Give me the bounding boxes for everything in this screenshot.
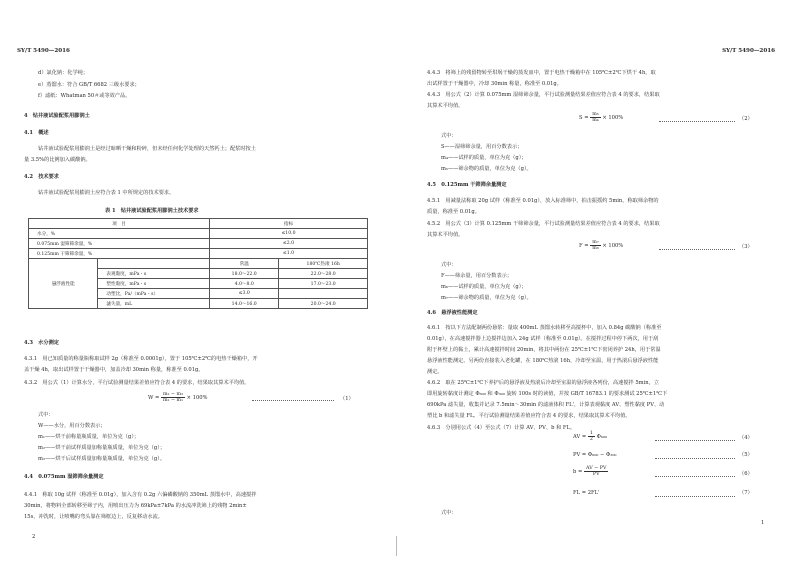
- formula-number: （3）: [739, 244, 753, 250]
- definition: m₁——烘干前称量瓶质量，单位为克（g）；: [38, 434, 140, 440]
- table-cell: ≤3.0: [210, 289, 279, 299]
- section-title: 4.1 概述: [24, 130, 49, 136]
- fraction-numerator: 1: [589, 431, 593, 436]
- page-fold-divider: [396, 536, 397, 556]
- leader-dots: [655, 458, 735, 459]
- formula-number: （2）: [739, 116, 753, 122]
- formula-2: [579, 112, 623, 123]
- fraction-numerator: m₇: [592, 240, 599, 245]
- table-cell: 22.0～28.0: [279, 269, 368, 279]
- section-title: 4 钻井液试验配浆用膨润土: [24, 113, 90, 119]
- formula-number: （7）: [739, 490, 753, 496]
- paragraph: 悬浮液性能测定。另两份直接装入老化罐，在 180℃热滚 16h，冷却至室温，用于热滚后悬浮液性能: [427, 358, 659, 364]
- definition: m₆——试样的质量，单位为克（g）；: [441, 284, 527, 290]
- right-page: [397, 0, 793, 561]
- where-label: 式中：: [441, 262, 457, 268]
- table-cell: 4.0～8.0: [210, 279, 279, 289]
- table-cell: 20.0～24.0: [279, 299, 368, 309]
- paragraph: 塑比 b 和滤失量 FL。平行试验测量结果差值应符合表 4 的要求，结果取其算术平均值。: [427, 413, 631, 419]
- table-cell: 17.0～23.0: [279, 279, 368, 289]
- table-cell: ≤10.0: [210, 229, 368, 239]
- paragraph: 4.6.1 按以下方法配制两份悬浆：量取 400mL 蒸馏水转移至高搅杯中，加入 0.84g 碳酸钠（称准至: [427, 325, 662, 331]
- table-cell: 0.075mm 湿筛筛余量，%: [29, 239, 210, 249]
- fraction-numerator: m₅: [592, 112, 599, 117]
- formula-lhs: F =: [579, 243, 589, 250]
- formula-4: [573, 431, 607, 442]
- paragraph: 4.4.3 用公式（2）计算 0.075mm 湿筛筛余量，平行试验测量结果差值应符合表 4 的要求，结果取: [427, 92, 660, 98]
- formula-number: （4）: [739, 435, 753, 441]
- paragraph: 4.6.3 分别用公式（4）至公式（7）计算 AV、PV、b 和 FL。: [427, 425, 576, 431]
- formula-fraction: [590, 240, 600, 251]
- formula-lhs: W =: [148, 395, 160, 402]
- table-cell: 表观黏度，mPa・s: [98, 269, 210, 279]
- formula-lhs: S =: [579, 115, 589, 122]
- formula-number: （1）: [340, 396, 354, 402]
- where-label: 式中：: [441, 133, 457, 139]
- definition: m₇——筛余物的质量，单位为克（g）。: [441, 295, 532, 301]
- formula-tail: × 100%: [186, 395, 208, 402]
- formula-tail: × 100%: [602, 115, 624, 122]
- formula-number: （5）: [739, 452, 753, 458]
- list-item: f）滤纸：Whatman 50＃或等效产品。: [38, 93, 131, 99]
- definition: S——湿筛筛余量，用百分数表示；: [441, 144, 523, 150]
- fraction-denominator: m₆: [592, 246, 599, 252]
- table-cell: ≤1.0: [210, 249, 368, 259]
- paragraph: 量 3.5%的比例加入碳酸钠。: [24, 157, 91, 163]
- paragraph: 盖干燥 4h，取出试样置于干燥器中，加盖冷却 30min 称量，称准至 0.01g。: [24, 367, 204, 373]
- formula-tail: × 100%: [602, 243, 624, 250]
- section-title: 4.2 技术要求: [24, 174, 59, 180]
- fraction-denominator: m₄: [592, 118, 599, 124]
- leader-dots: [659, 121, 735, 122]
- table-caption: 表 1 钻井液试验配浆用膨润土技术要求: [105, 208, 199, 214]
- definition: F——筛余量，用百分数表示；: [441, 273, 513, 279]
- definition: m₂——烘干前试样质量加称量瓶质量，单位为克（g）；: [38, 445, 166, 451]
- where-label: 式中：: [441, 510, 457, 516]
- table-row: [29, 249, 368, 259]
- formula-7: FL = 2FL': [573, 490, 600, 496]
- table-cell: ≤2.0: [210, 239, 368, 249]
- table-cell: 水分，%: [29, 229, 210, 239]
- table-subheader-cell: 180℃热滚 16h: [279, 259, 368, 269]
- paragraph: 4.6.2 取在 25℃±1℃下养护后的悬浮液及热滚后冷却至室温的悬浮液各列份，高速搅拌 5min，立: [427, 380, 659, 386]
- fraction-numerator: m₂ − m₃: [162, 392, 183, 397]
- section-title: 4.6 悬浮液性能测定: [427, 310, 478, 316]
- paragraph: 0.01g），在高速搅拌器上边搅拌边加入 24g 试样（称准至 0.01g）。在搅拌过程中停下两次，用于刮: [427, 336, 659, 342]
- table-row: [29, 259, 368, 269]
- leader-dots: [659, 249, 735, 250]
- paragraph: 钻井液试验配浆用膨润土是经过晾晒干燥和粉碎，但未经任何化学处理的天然钙土；配浆时按土: [38, 146, 256, 152]
- leader-dots: [655, 496, 735, 497]
- formula-fraction: [584, 466, 608, 477]
- fraction-denominator: 2: [589, 437, 593, 443]
- table-subheader-cell: 常温: [210, 259, 279, 269]
- paragraph: 4.5.1 用减量法称取 20g 试样（称准至 0.01g），放入标准筛中，拍击振摇约 5min，称取筛余物的: [427, 198, 659, 204]
- fraction-denominator: m₂ − m₁: [162, 398, 183, 404]
- table-cell: 滤失量，mL: [98, 299, 210, 309]
- paragraph: 附于杯壁上的黏土，累计高速搅拌时间 20min，将其中两份在 25℃±1℃下密闭养护 24h，用于常温: [427, 347, 661, 353]
- paragraph: 15s，冲洗时，让喷嘴的弯头靠在筛框边上，反复移动水流。: [24, 514, 163, 520]
- paragraph: 30min，将物料全部转移至筛子内，用喷出压力为 69kPa±7kPa 的水流冲洗筛上的残物 2min±: [24, 503, 247, 509]
- formula-1: [148, 392, 207, 403]
- section-title: 4.4 0.075mm 湿筛筛余量测定: [24, 474, 104, 480]
- paragraph: 4.3.2 用公式（1）计算水分，平行试验测量结果差值应符合表 4 的要求，结果取其算术平均值。: [24, 380, 250, 386]
- table-cell: 0.125mm 干筛筛余量，%: [29, 249, 210, 259]
- fraction-denominator: PV: [592, 472, 600, 478]
- paragraph: 4.3.1 用已知质量的称量瓶称取试样 2g（称准至 0.0001g），置于 105℃±2℃的电热干燥箱中，开: [24, 356, 258, 362]
- page-number: 1: [761, 520, 765, 526]
- paragraph: 4.5.2 用公式（3）计算 0.125mm 干筛筛余量，平行试验测量结果差值应符合表 4 的要求，结果取: [427, 221, 660, 227]
- table-header-cell: 项 目: [29, 219, 210, 229]
- formula-fraction: [588, 431, 595, 442]
- spec-table: [28, 218, 368, 309]
- definition: m₃——烘干后试样质量加称量瓶质量，单位为克（g）。: [38, 456, 166, 462]
- page-header: SY/T 5490—2016: [722, 48, 775, 54]
- table-cell: 14.0～16.0: [210, 299, 279, 309]
- paragraph: 出试样置于干燥器中，冷却 30min 称量，称准至 0.01g。: [427, 81, 562, 87]
- formula-6: [573, 466, 608, 477]
- table-row: [29, 239, 368, 249]
- definition: m₄——试样的质量，单位为克（g）；: [441, 155, 527, 161]
- definition: m₅——筛余物的质量，单位为克（g）。: [441, 166, 532, 172]
- paragraph: 钻井液试验配浆用膨润土应符合表 1 中所规定的技术要求。: [38, 190, 175, 196]
- formula-lhs: AV =: [573, 434, 587, 441]
- table-cell: [279, 289, 368, 299]
- formula-3: [579, 240, 623, 251]
- leader-dots: [252, 400, 334, 401]
- table-cell: 18.0～22.0: [210, 269, 279, 279]
- leader-dots: [655, 476, 735, 477]
- formula-fraction: [161, 392, 185, 403]
- paragraph: 其算术平均值。: [427, 103, 464, 109]
- table-group-label: 悬浮液性能: [29, 259, 98, 309]
- table-cell: [98, 259, 210, 269]
- formula-5: PV = Φ₆₀₀ − Φ₃₀₀: [573, 452, 617, 458]
- table-cell: 塑性黏度，mPa・s: [98, 279, 210, 289]
- formula-number: （6）: [739, 471, 753, 477]
- table-row: [29, 219, 368, 229]
- section-title: 4.3 水分测定: [24, 340, 59, 346]
- where-label: 式中：: [38, 412, 54, 418]
- paragraph: 4.4.1 称取 10g 试样（称准至 0.01g），加入含有 0.2g 六偏磷酸钠的 350mL 蒸馏水中，高速搅拌: [24, 492, 257, 498]
- fraction-numerator: AV − PV: [585, 466, 607, 471]
- paragraph: 即用旋转黏度计测定 Φ₆₀₀ 和 Φ₃₀₀ 旋转 100s 时的读值，并按 GB/T 16783.1 的要求测试 25℃±1℃下: [427, 391, 668, 397]
- list-item: d）氯化钠：化学纯；: [38, 70, 89, 76]
- page-header: SY/T 5490—2016: [17, 48, 70, 54]
- table-header-cell: 指标: [210, 219, 368, 229]
- formula-lhs: b =: [573, 469, 583, 476]
- leader-dots: [655, 440, 735, 441]
- table-cell: 动塑比，Pa/（mPa・s）: [98, 289, 210, 299]
- paragraph: 4.4.3 将筛上的残留物转至坩埚干燥的蒸发皿中，置于电热干燥箱中在 105℃±2℃下烘干 4h，取: [427, 70, 656, 76]
- paragraph: 质量，称准至 0.01g。: [427, 209, 480, 215]
- formula-fraction: [590, 112, 600, 123]
- paragraph: 其算术平均值。: [427, 232, 464, 238]
- page-number: 2: [32, 534, 36, 540]
- paragraph: 690kPa 滤失量，收集并记录 7.5min～30min 的滤液体积 FL'，计算表观黏度 AV、塑性黏度 PV、动: [427, 402, 665, 408]
- section-title: 4.5 0.125mm 干筛筛余量测定: [427, 182, 507, 188]
- definition: W——水分，用百分数表示；: [38, 423, 106, 429]
- formula-tail: Φ₆₀₀: [596, 434, 608, 441]
- paragraph: 测定。: [427, 369, 443, 375]
- list-item: e）蒸馏水：符合 GB/T 6682 三级水要求；: [38, 82, 140, 88]
- table-row: [29, 229, 368, 239]
